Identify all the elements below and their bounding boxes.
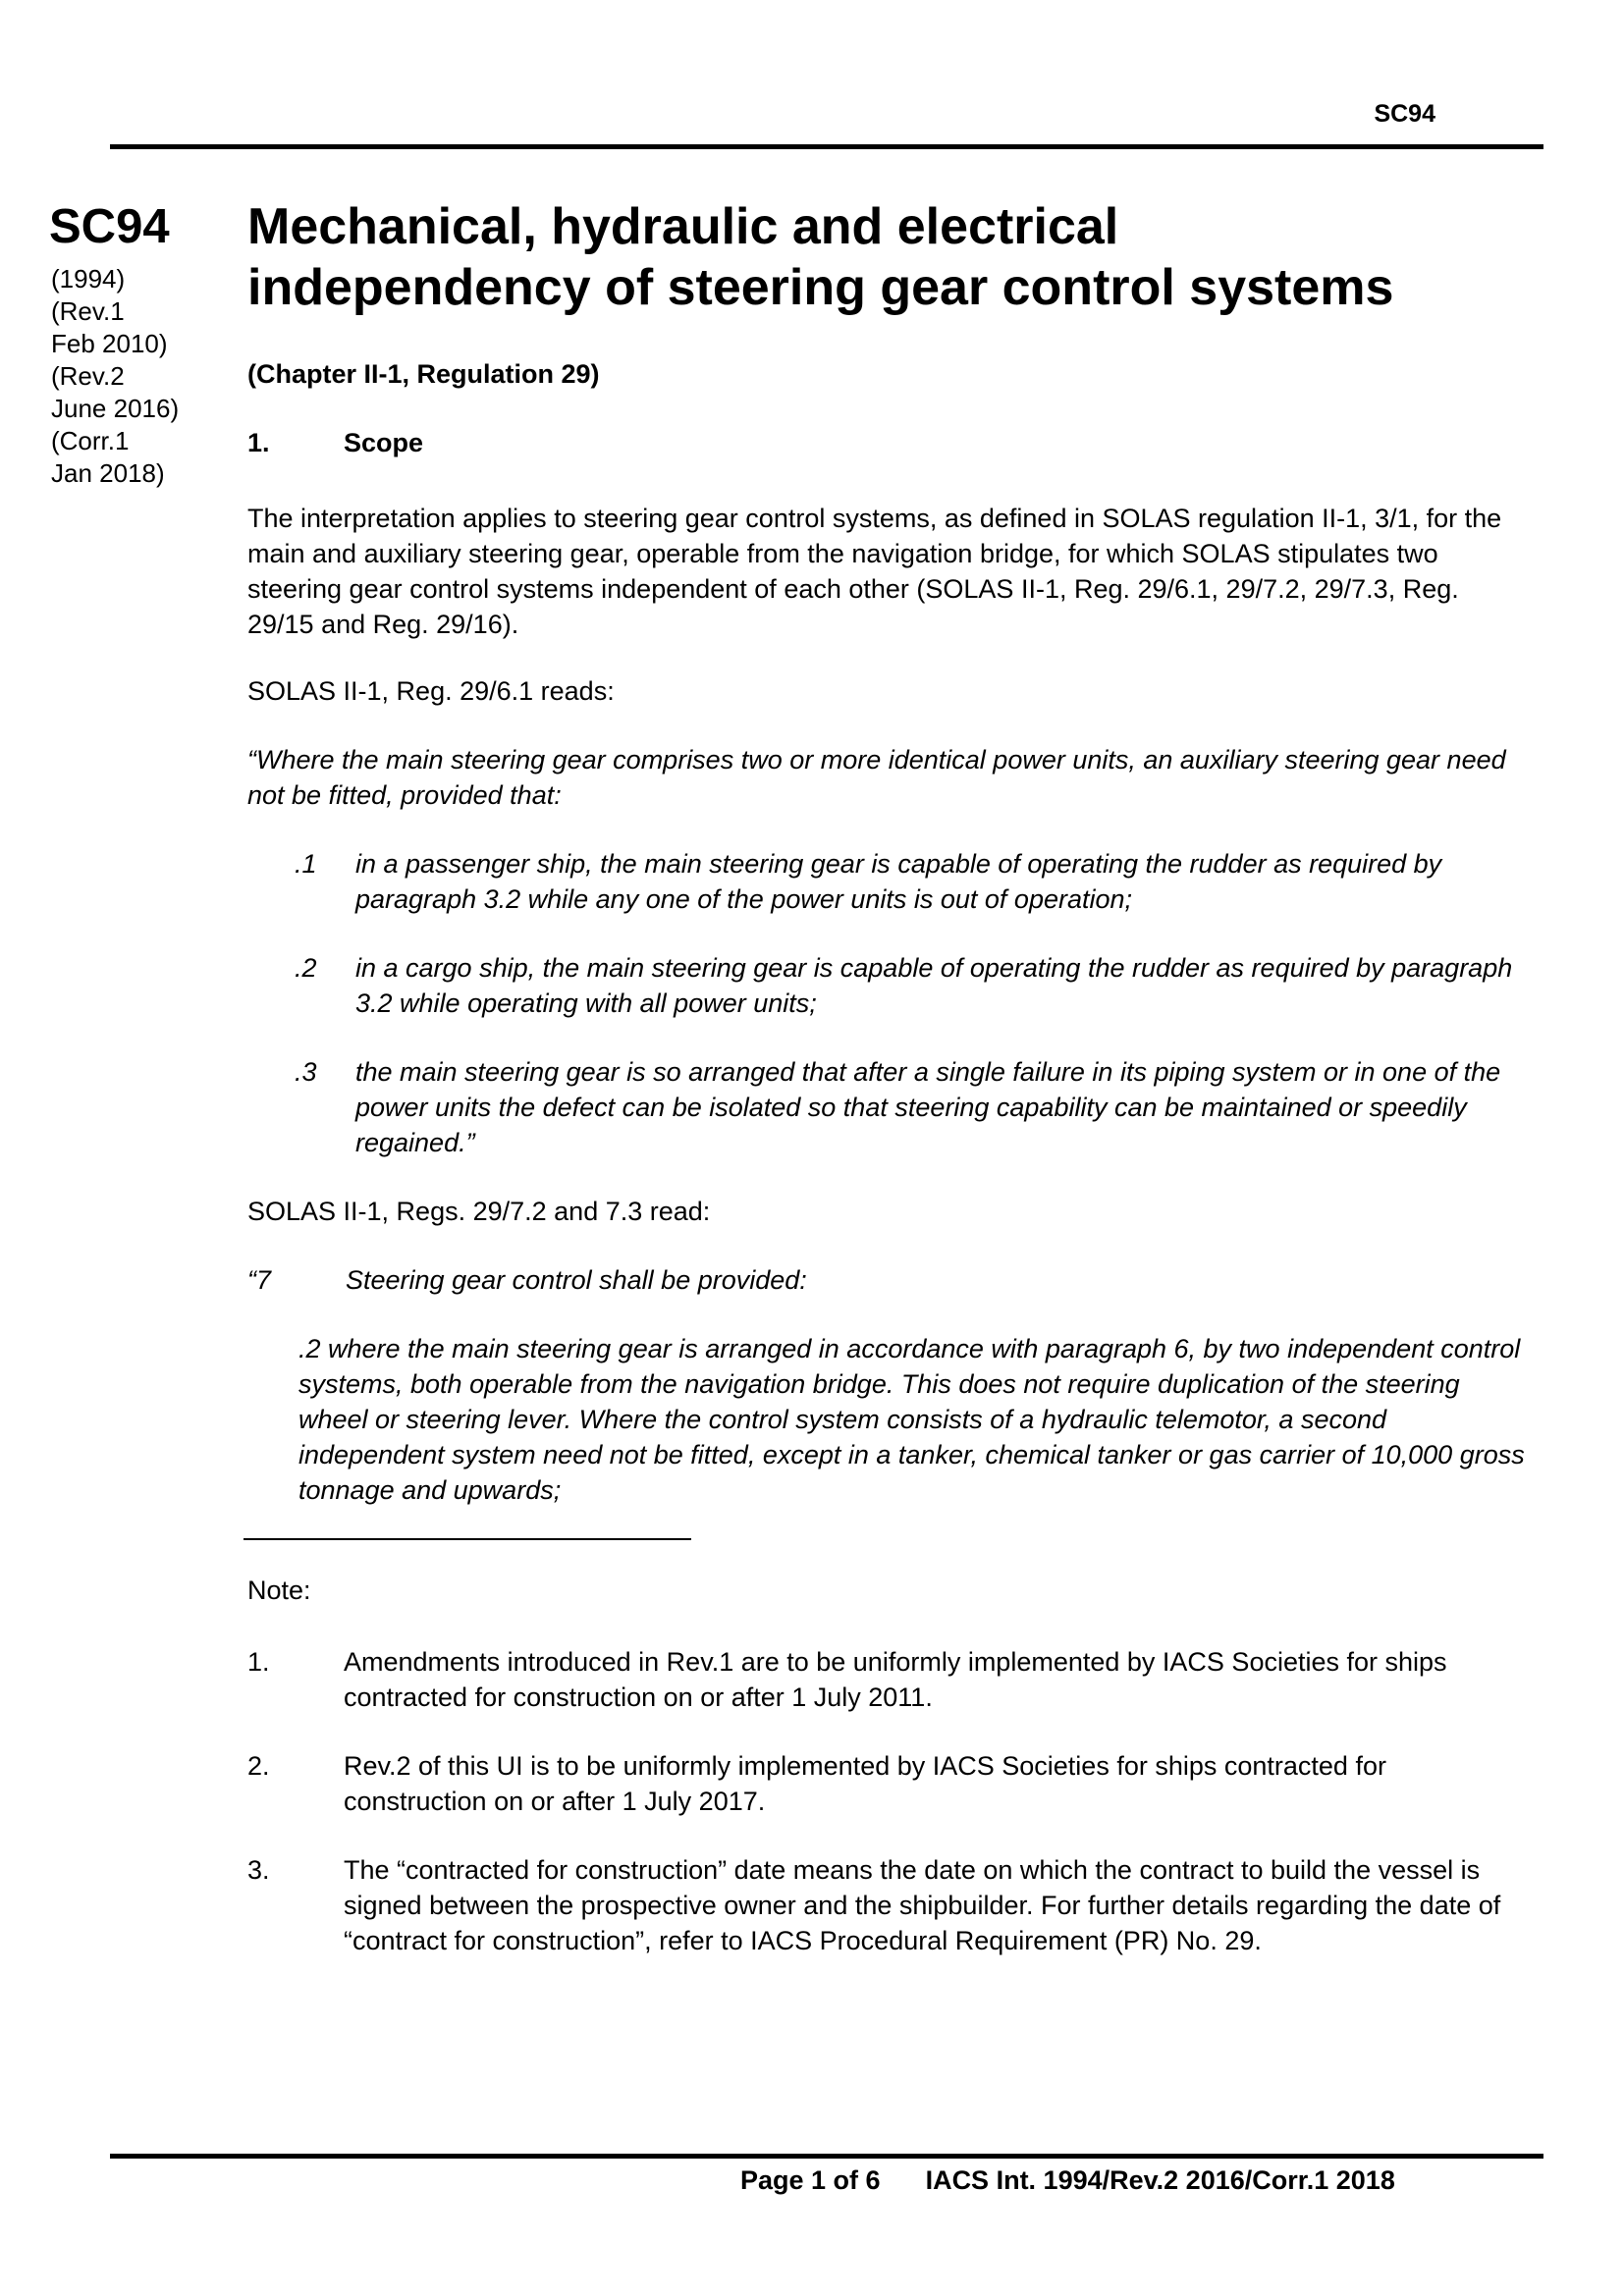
document-title: [247, 196, 1553, 318]
reg-61-item-2: [295, 950, 1522, 1021]
note-item-2: [247, 1748, 1524, 1819]
note-text: Amendments introduced in Rev.1 are to be uniformly implemented by IACS Societies for ships contracted for construction on or after 1 July 2011.: [344, 1647, 1447, 1712]
document-reference: IACS Int. 1994/Rev.2 2016/Corr.1 2018: [925, 2165, 1395, 2195]
revision-line: (Rev.1: [51, 296, 125, 326]
reg-61-intro: SOLAS II-1, Reg. 29/6.1 reads:: [247, 676, 615, 706]
reg-7-quote: [247, 1262, 807, 1298]
note-number: 2.: [247, 1751, 270, 1781]
revision-line: (Corr.1: [51, 426, 130, 455]
intro-paragraph: The interpretation applies to steering gear control systems, as defined in SOLAS regulation II-1, 3/1, for the main and auxiliary steering gear, operable from the navigation bridge, for which SOLAS stipulates two steering gear control systems independent of each other (SOLAS II-1, Reg. 29/6.1, 29/7.2, 29/7.3, Reg. 29/15 and Reg. 29/16).: [247, 504, 1502, 639]
quote-text: Steering gear control shall be provided:: [346, 1265, 807, 1295]
chapter-reference: (Chapter II-1, Regulation 29): [247, 359, 600, 389]
reg-7-item-2: .2 where the main steering gear is arranged in accordance with paragraph 6, by two independent control systems, both operable from the navigation bridge. This does not require duplication of the steering wheel or steering lever. Where the control system consists of a hydraulic telemotor, a second independent system need not be fitted, except in a tanker, chemical tanker or gas carrier of 10,000 gross tonnage and upwards;: [298, 1334, 1525, 1505]
quote-number: “7: [247, 1265, 272, 1295]
reg-7-intro: SOLAS II-1, Regs. 29/7.2 and 7.3 read:: [247, 1197, 711, 1226]
revision-line: June 2016): [51, 394, 180, 423]
reg-61-quote: “Where the main steering gear comprises two or more identical power units, an auxiliary steering gear need not be fitted, provided that:: [247, 745, 1506, 810]
reg-61-item-1: [295, 846, 1522, 917]
item-number: .2: [295, 953, 317, 983]
note-item-1: [247, 1644, 1524, 1715]
section-number: 1.: [247, 428, 270, 457]
note-item-3: [247, 1852, 1524, 1958]
note-label: Note:: [247, 1575, 311, 1605]
revision-line: (1994): [51, 264, 126, 294]
note-number: 1.: [247, 1647, 270, 1677]
page-number: Page 1 of 6: [740, 2165, 881, 2195]
page-footer: [740, 2165, 1395, 2196]
header-rule: [110, 144, 1543, 149]
footnote-divider: [244, 1538, 691, 1540]
note-text: Rev.2 of this UI is to be uniformly implemented by IACS Societies for ships contracted for construction on or after 1 July 2017.: [344, 1751, 1386, 1816]
item-text: in a cargo ship, the main steering gear is capable of operating the rudder as required by paragraph 3.2 while operating with all power units;: [355, 953, 1513, 1018]
revision-line: Jan 2018): [51, 458, 165, 488]
note-number: 3.: [247, 1855, 270, 1885]
reg-61-item-3: [295, 1054, 1522, 1160]
title-line-1: Mechanical, hydraulic and electrical: [247, 198, 1119, 255]
revision-line: (Rev.2: [51, 361, 125, 391]
item-text: the main steering gear is so arranged that after a single failure in its piping system or in one of the power units the defect can be isolated so that steering capability can be maintained or speedily regained.”: [355, 1057, 1501, 1157]
revision-line: Feb 2010): [51, 329, 168, 358]
item-text: in a passenger ship, the main steering gear is capable of operating the rudder as required by paragraph 3.2 while any one of the power units is out of operation;: [355, 849, 1442, 914]
section-heading-scope: [247, 428, 423, 458]
header-code: SC94: [1374, 100, 1435, 128]
sidebar-code: SC94: [49, 200, 170, 253]
section-title: Scope: [344, 428, 424, 457]
item-number: .3: [295, 1057, 317, 1087]
footer-rule: [110, 2154, 1543, 2159]
title-line-2: independency of steering gear control systems: [247, 259, 1394, 316]
sidebar-revisions: [51, 263, 228, 490]
note-text: The “contracted for construction” date means the date on which the contract to build the vessel is signed between the prospective owner and the shipbuilder. For further details regarding the date of “contract for construction”, refer to IACS Procedural Requirement (PR) No. 29.: [344, 1855, 1501, 1955]
item-number: .1: [295, 849, 317, 879]
